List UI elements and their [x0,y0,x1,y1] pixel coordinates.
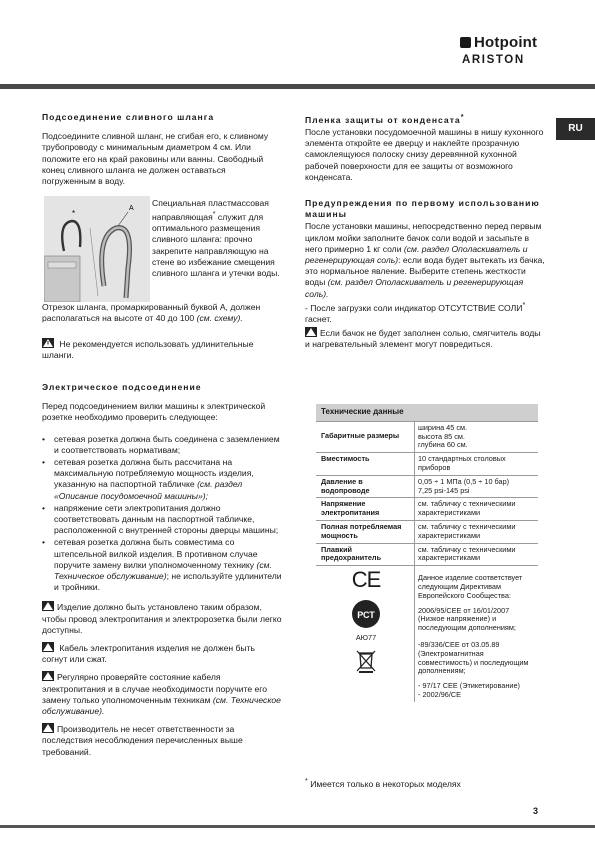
table-row: Плавкий предохранитель см. табличку с техническими характеристиками [316,543,538,566]
cert-text-2: 2006/95/CEE от 16/01/2007 (Низкое напряжение) и последующим дополнениям; [418,605,516,633]
cert-row [316,566,538,702]
warning-icon [42,642,54,652]
first-use-title: Предупреждения по первому использованию машины [305,198,540,220]
page-number: 3 [533,806,539,816]
list-item: • сетевая розетка должна быть соединена с заземлением и соответствовать нормативам; [42,434,282,456]
electric-warning-4: Производитель не несет ответственности за последствия несоблюдения перечисленных выше требований. [42,724,243,757]
drain-paragraph: Подсоедините сливной шланг, не сгибая его, к сливному трубопроводу с минимальным диаметром 4 см. Или положите его на край раковины или ванны. Свободный конец сливного шланга не должен оставаться погруженным в воду. [42,131,269,187]
drain-height-text [42,302,282,324]
list-item: • напряжение сети электропитания должно соответствовать данным на паспортной табличке, расположенной с внутренней стороны дверцы машины; [42,503,282,537]
warning-icon [42,723,54,733]
drain-title: Подсоединение сливного шланга [42,112,215,122]
rst-code: АЮ77 [355,632,377,642]
brand-square-icon [460,37,471,48]
table-row: Напряжение электропитания см. табличку с техническими характеристиками [316,498,538,521]
electric-section [42,382,282,758]
first-use-paragraph: После установки машины, непосредственно перед первым циклом мойки заполните бачок соли водой и засыпьте в него примерно 1 кг соли (см. раздел Ополаскиватель и регенерирующая соль): если вода будет вытекать из бачка, это нормальное явление. Выберите степень жесткости воды (см. раздел Ополаскиватель и регенерирующая соль). [305,221,545,299]
fig-a-label: A [129,205,134,212]
tech-data-table [316,404,538,702]
electric-warning-1: Изделие должно быть установлено таким образом, чтобы провод электропитания и электророзетка были легко доступны. [42,602,282,635]
top-divider [0,84,595,89]
language-badge: RU [556,118,595,140]
drain-guide-text: Специальная пластмассовая направляющая* служит для оптимального размещения сливного шланга: прочно закрепите направляющую на стене во избежание смещения сливного шланга и утечки воды. [152,198,280,279]
footnote: * Имеется только в некоторых моделях [305,777,461,789]
table-row: Вместимость 10 стандартных столовых приборов [316,453,538,476]
warning-icon [305,327,317,337]
table-row: Давление в водопроводе 0,05 ÷ 1 МПа (0,5 ÷ 10 бар) 7,25 psi-145 psi [316,475,538,498]
drain-section [42,112,280,187]
cert-text-4: - 97/17 CEE (Этикетирование) - 2002/96/CE [418,681,520,699]
cert-text-1: Данное изделие соответствует следующим Директивам Европейского Сообщества: [418,573,523,600]
drain-hose-diagram [44,196,150,302]
bottom-divider [0,825,595,828]
brand-sub: ARISTON [462,54,525,66]
cert-text-3: -89/336/CEE от 03.05.89 (Электромагнитная совместимость) и последующим дополнениям; [418,639,529,676]
condensate-paragraph: После установки посудомоечной машины в нишу кухонного элемента откройте ее дверцу и наклейте прозрачную самоклеящуюся полоску снизу деревянной кухонной рабочей поверхности для ее защиты от возможного конденсата. [305,127,544,182]
list-item: • сетевая розетка должна быть рассчитана на максимальную потребляемую мощность изделия, указанную на паспортной табличке (см. раздел «Описание посудомоечной машины»); [42,457,282,502]
tech-title: Технические данные [316,404,538,421]
drain-warning [42,338,282,361]
weee-bin-icon [355,649,377,673]
rst-mark-icon [351,599,381,629]
electric-title: Электрическое подсоединение [42,382,202,392]
electric-warning-3: Регулярно проверяйте состояние кабеля электропитания и в случае необходимости поручите его замену только уполномоченным техникам (см. Техническое обслуживание). [42,672,281,717]
guide-text-a: Специальная пластмассовая направляющая [152,198,269,223]
warning-icon [42,671,54,681]
condensate-title: Пленка защиты от конденсата* [305,113,465,125]
warning-icon [42,601,54,611]
condensate-section [305,112,545,183]
electric-warning-2: Кабель электропитания изделия не должен быть согнут или сжат. [42,643,255,665]
guide-text-b: служит для оптимального размещения сливного шланга: прочно закрепите направляющую на стене во избежание смещения сливного шланга и утечки воды. [152,212,280,279]
drain-warning-text: Не рекомендуется использовать удлинительные шланги. [42,339,254,361]
warning-icon [42,338,54,348]
fig-star-label: * [72,209,76,218]
electric-checklist [42,434,282,594]
ce-mark: CE [351,567,381,593]
first-use-section [305,198,545,351]
table-row: Полная потребляемая мощность см. табличку с техническими характеристиками [316,520,538,543]
footnote-text: Имеется только в некоторых моделях [310,778,461,789]
first-use-salt-indicator: - После загрузки соли индикатор ОТСУТСТВИЕ СОЛИ* гаснет. [305,300,526,324]
brand-logo [460,34,537,51]
electric-intro: Перед подсоединением вилки машины к электрической розетке необходимо проверить следующее: [42,401,266,423]
height-text: Отрезок шланга, промаркированный буквой А, должен располагаться на высоте от 40 до 100 [42,302,261,324]
brand-name: Hotpoint [474,34,538,51]
table-row: Габаритные размеры ширина 45 см. высота 85 см. глубина 60 см. [316,421,538,452]
tech-data-table-wrap [316,404,538,702]
height-text-ref: (см. схему). [196,313,243,324]
list-item: • сетевая розетка должна быть совместима со штепсельной вилкой изделия. В противном случае поручите замену вилки уполномоченному технику (см. Техническое обслуживание); не используйте удлинители и тройники. [42,537,282,593]
first-use-warning: Если бачок не будет заполнен солью, смягчитель воды и нагревательный элемент могут повредиться. [305,328,541,350]
rst-mark: РСТ [357,609,375,620]
